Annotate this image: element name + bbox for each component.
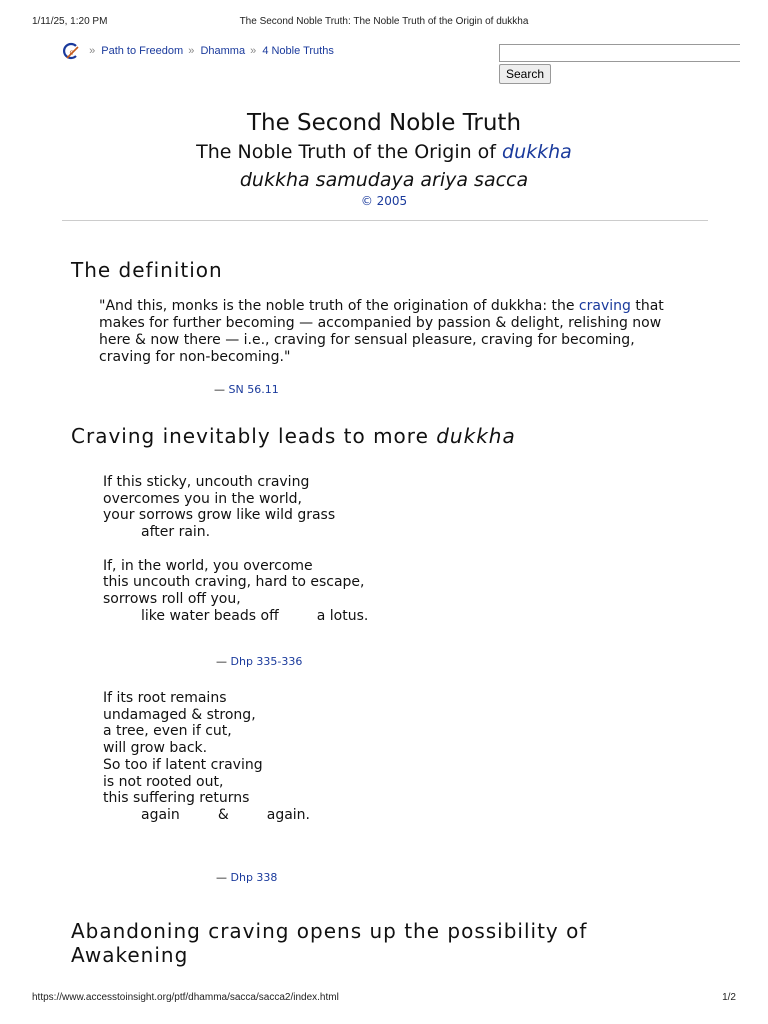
print-page-title: The Second Noble Truth: The Noble Truth of the Origin of dukkha [239,16,529,27]
page-subtitle [0,138,768,166]
heading-italic: dukkha [436,424,516,448]
breadcrumb-separator: » [188,44,195,57]
copyright-link[interactable]: © 2005 [360,194,408,208]
verse-line: after rain. [141,524,211,541]
search-form [499,44,739,84]
site-logo-icon[interactable] [62,42,80,60]
verse-line: If this sticky, uncouth craving [103,474,310,490]
page-title: The Second Noble Truth [246,110,522,136]
heading-text: Craving inevitably leads to more [71,424,437,448]
verse-line: a lotus. [316,607,369,624]
verse-dhp-335-336 [103,474,368,624]
verse-line: like water beads off [141,607,279,624]
quote-text: "And this, monks is the noble truth of the origination of dukkha: the [99,298,579,314]
breadcrumb-separator: » [250,44,257,57]
verse-line: this uncouth craving, hard to escape, [103,574,365,591]
print-footer [32,992,736,1006]
print-datetime: 1/11/25, 1:20 PM [32,16,108,27]
verse-line: & [217,806,229,823]
verse-line: this suffering returns [103,790,250,807]
section-heading-abandoning: Abandoning craving opens up the possibility of Awakening [71,919,588,967]
citation-link-dhp-335-336[interactable]: Dhp 335-336 [230,655,303,668]
verse-dhp-338 [103,690,310,824]
breadcrumb-path-to-freedom[interactable]: Path to Freedom [101,44,184,57]
citation-dash: — [216,871,231,884]
citation [214,383,279,396]
citation-dash: — [216,655,231,668]
breadcrumb-4-noble-truths[interactable]: 4 Noble Truths [262,44,334,57]
svg-text:c: c [69,48,74,57]
print-page-number: 1/2 [722,992,736,1003]
verse-line: will grow back. [103,740,208,757]
section-heading-craving [71,424,516,448]
citation-link-sn-56-11[interactable]: SN 56.11 [228,383,279,396]
dukkha-link[interactable]: dukkha [502,141,572,163]
verse-blank [103,541,368,558]
print-url: https://www.accesstoinsight.org/ptf/dhamma/sacca/sacca2/index.html [32,992,339,1003]
verse-line: your sorrows grow like wild grass [103,507,336,524]
verse-line: is not rooted out, [103,773,224,790]
breadcrumb [62,42,334,62]
verse-line: undamaged & strong, [103,706,256,723]
verse-line: sorrows roll off you, [103,590,241,607]
subtitle-text: The Noble Truth of the Origin of [196,141,503,163]
citation [216,655,302,668]
craving-link[interactable]: craving [578,298,631,314]
pali-title: dukkha samudaya ariya sacca [239,169,529,191]
verse-line: again. [266,806,310,823]
section-heading-definition: The definition [71,258,223,282]
search-button[interactable]: Search [499,64,551,84]
citation-link-dhp-338[interactable]: Dhp 338 [230,871,278,884]
breadcrumb-separator: » [89,44,96,57]
verse-line: again [141,806,180,823]
page-header [0,108,768,208]
print-header [32,16,736,30]
verse-line: So too if latent craving [103,756,263,773]
verse-line: a tree, even if cut, [103,723,232,740]
breadcrumb-dhamma[interactable]: Dhamma [200,44,246,57]
citation-dash: — [214,383,229,396]
divider [62,220,708,221]
quote-text-continued: that makes for further becoming — accompanied by passion & delight, relishing now here & now there — i.e., craving for sensual pleasure, craving for becoming, craving for non-becoming." [99,298,664,365]
search-input[interactable] [499,44,740,62]
verse-line: If its root remains [103,690,227,706]
citation [216,871,277,884]
definition-quote [99,298,674,366]
verse-line: If, in the world, you overcome [103,557,313,574]
verse-line: overcomes you in the world, [103,490,302,507]
